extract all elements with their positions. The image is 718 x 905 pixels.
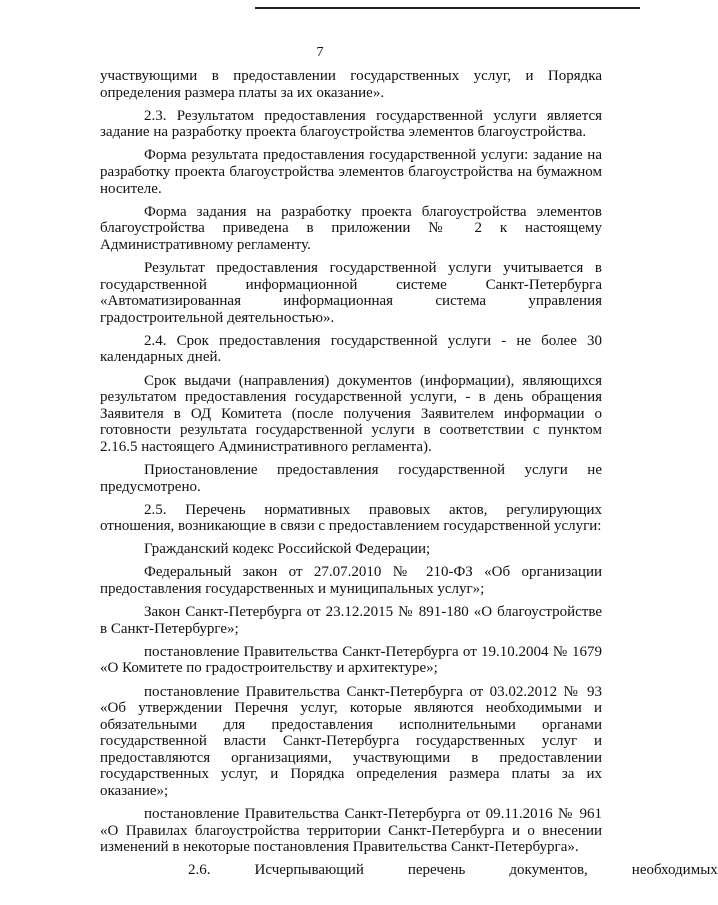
paragraph: 2.5. Перечень нормативных правовых актов, регулирующих отношения, возникающие в связи с предоставлением государственной услуги:: [100, 501, 602, 535]
paragraph: Срок выдачи (направления) документов (информации), являющихся результатом предоставления государственной услуги, - в день обращения Заявителя в ОД Комитета (после получения Заявителем информации о готовности результата государственной услуги в соответствии с пунктом 2.16.5 настоящего Административного регламента).: [100, 372, 602, 455]
paragraph: участвующими в предоставлении государственных услуг, и Порядка определения размера платы за их оказание».: [100, 68, 602, 101]
header-rule: [255, 7, 640, 9]
paragraph: 2.3. Результатом предоставления государственной услуги является задание на разработку проекта благоустройства элементов благоустройства.: [100, 107, 602, 141]
paragraph: постановление Правительства Санкт-Петербурга от 09.11.2016 № 961 «О Правилах благоустройства территории Санкт-Петербурга и о внесении изменений в некоторые постановления Правительства Санкт-Петербурга».: [100, 806, 602, 856]
paragraph: Федеральный закон от 27.07.2010 № 210-ФЗ «Об организации предоставления государственных и муниципальных услуг»;: [100, 564, 602, 598]
paragraph-word: необходимых: [631, 862, 718, 879]
paragraph: постановление Правительства Санкт-Петербурга от 19.10.2004 № 1679 «О Комитете по градостроительству и архитектуре»;: [100, 643, 602, 677]
document-body: [100, 68, 718, 886]
paragraph: постановление Правительства Санкт-Петербурга от 03.02.2012 № 93 «Об утверждении Перечня услуг, которые являются необходимыми и обязательными для предоставления исполнительными органами государственной власти Санкт-Петербурга государственных услуг и предоставляются организациями, участвующими в предоставлении государственных услуг, и Порядка определения размера платы за их оказание»;: [100, 683, 602, 800]
paragraph: Закон Санкт-Петербурга от 23.12.2015 № 891-180 «О благоустройстве в Санкт-Петербурге»;: [100, 604, 602, 637]
paragraph: Форма задания на разработку проекта благоустройства элементов благоустройства приведена в приложении № 2 к настоящему Административному регламенту.: [100, 203, 602, 253]
paragraph: Гражданский кодекс Российской Федерации;: [144, 541, 431, 558]
paragraph: Приостановление предоставления государственной услуги не предусмотрено.: [100, 461, 602, 495]
paragraph-continued: [100, 862, 718, 879]
paragraph-word: перечень: [407, 862, 466, 879]
page-number: 7: [316, 45, 324, 60]
section-number: 2.6.: [188, 862, 211, 879]
paragraph: Результат предоставления государственной услуги учитывается в государственной информационной системе Санкт-Петербурга «Автоматизированная информационная система управления градостроительной деятельностью».: [100, 259, 602, 326]
paragraph: 2.4. Срок предоставления государственной услуги - не более 30 календарных дней.: [100, 332, 602, 366]
paragraph: Форма результата предоставления государственной услуги: задание на разработку проекта благоустройства элементов благоустройства на бумажном носителе.: [100, 147, 602, 197]
paragraph-word: Исчерпывающий: [254, 862, 364, 879]
paragraph-word: документов,: [509, 862, 588, 879]
